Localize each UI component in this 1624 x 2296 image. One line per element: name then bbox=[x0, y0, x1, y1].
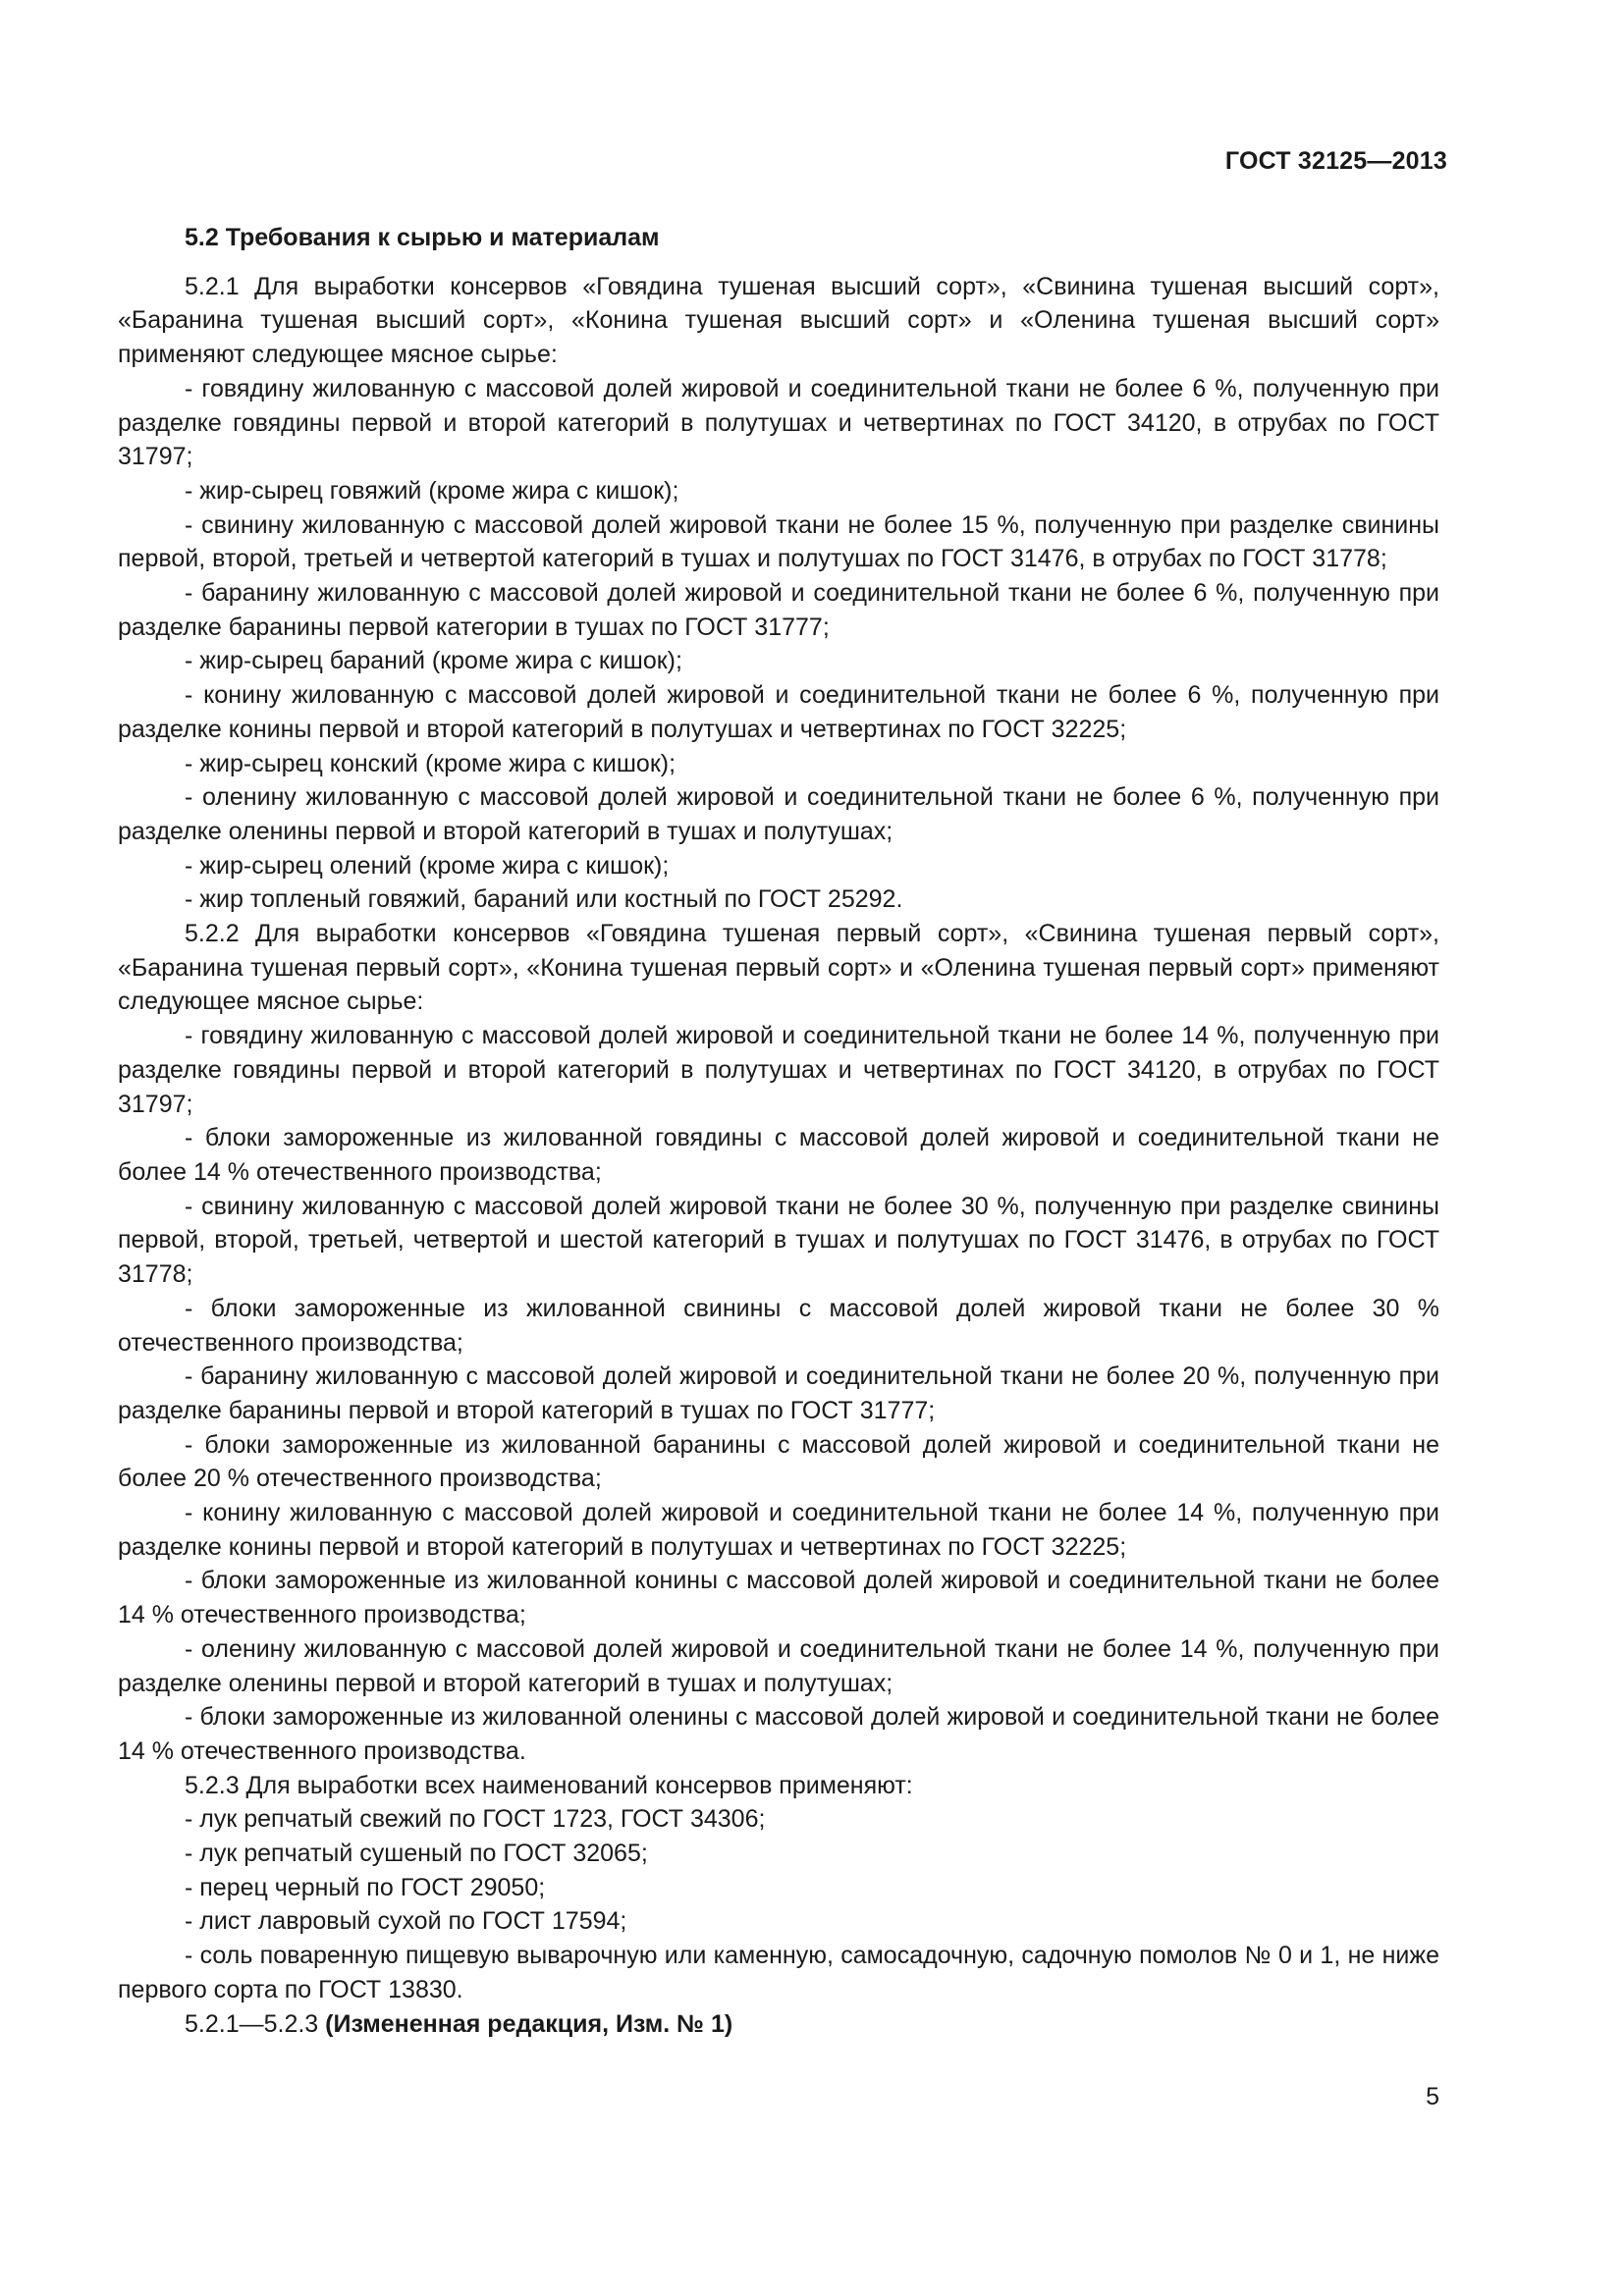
list-item: - свинину жилованную с массовой долей жировой ткани не более 15 %, полученную при разделке свинины первой, второй, третьей и четвертой категорий в тушах и полутушах по ГОСТ 31476, в отрубах по ГОСТ 31778; bbox=[118, 510, 1439, 573]
list-item: - лист лавровый сухой по ГОСТ 17594; bbox=[185, 1907, 627, 1936]
list-item: - жир-сырец конский (кроме жира с кишок); bbox=[185, 749, 677, 777]
list-item: - баранину жилованную с массовой долей жировой и соединительной ткани не более 6 %, полученную при разделке баранины первой категории в тушах по ГОСТ 31777; bbox=[118, 579, 1439, 641]
list-item: - оленину жилованную с массовой долей жировой и соединительной ткани не более 14 %, полученную при разделке оленины первой и второй категорий в тушах и полутушах; bbox=[118, 1634, 1439, 1697]
list-item: - свинину жилованную с массовой долей жировой ткани не более 30 %, полученную при разделке свинины первой, второй, третьей, четвертой и шестой категорий в тушах и полутушах по ГОСТ 31476, в отрубах по ГОСТ 31778; bbox=[118, 1192, 1439, 1289]
list-item: - жир-сырец бараний (кроме жира с кишок); bbox=[185, 647, 682, 675]
list-item: - лук репчатый сушеный по ГОСТ 32065; bbox=[185, 1840, 648, 1868]
amendment-text: (Измененная редакция, Изм. № 1) bbox=[325, 2009, 733, 2038]
list-item: - блоки замороженные из жилованной оленины с массовой долей жировой и соединительной ткани не более 14 % отечественного производства. bbox=[118, 1703, 1439, 1765]
list-item: - перец черный по ГОСТ 29050; bbox=[185, 1873, 546, 1901]
document-body bbox=[118, 221, 1439, 2041]
list-item: - оленину жилованную с массовой долей жировой и соединительной ткани не более 6 %, полученную при разделке оленины первой и второй категорий в тушах и полутушах; bbox=[118, 783, 1439, 845]
paragraph-5-2-3: 5.2.3 Для выработки всех наименований консервов применяют: bbox=[185, 1771, 913, 1799]
list-item: - соль поваренную пищевую выварочную или каменную, самосадочную, садочную помолов № 0 и 1, не ниже первого сорта по ГОСТ 13830. bbox=[118, 1942, 1439, 2003]
section-title: 5.2 Требования к сырью и материалам bbox=[185, 224, 660, 251]
list-item: - говядину жилованную с массовой долей жировой и соединительной ткани не более 14 %, полученную при разделке говядины первой и второй категорий в полутушах и четвертинах по ГОСТ 34120, в отрубах по ГОСТ 31797; bbox=[118, 1022, 1439, 1118]
paragraph-5-2-1: 5.2.1 Для выработки консервов «Говядина тушеная высший сорт», «Свинина тушеная высший сорт», «Баранина тушеная высший сорт», «Конина тушеная высший сорт» и «Оленина тушеная высший сорт» применяют следующее мясное сырье: bbox=[118, 272, 1439, 369]
document-code-header: ГОСТ 32125—2013 bbox=[1224, 147, 1447, 175]
list-item: - жир-сырец говяжий (кроме жира с кишок); bbox=[185, 476, 679, 505]
list-item: - блоки замороженные из жилованной говядины с массовой долей жировой и соединительной ткани не более 14 % отечественного производства; bbox=[118, 1124, 1439, 1186]
list-item: - блоки замороженные из жилованной свинины с массовой долей жировой ткани не более 30 % отечественного производства; bbox=[118, 1294, 1439, 1357]
amendment-note bbox=[118, 2007, 1439, 2042]
list-item: - блоки замороженные из жилованной конины с массовой долей жировой и соединительной ткани не более 14 % отечественного производства; bbox=[118, 1567, 1439, 1629]
amendment-ref: 5.2.1—5.2.3 bbox=[185, 2009, 319, 2038]
paragraph-5-2-2: 5.2.2 Для выработки консервов «Говядина тушеная первый сорт», «Свинина тушеная первый сорт», «Баранина тушеная первый сорт», «Конина тушеная первый сорт» и «Оленина тушеная первый сорт» применяют следующее мясное сырье: bbox=[118, 920, 1439, 1016]
page-number: 5 bbox=[1426, 2083, 1439, 2110]
list-item: - конину жилованную с массовой долей жировой и соединительной ткани не более 14 %, полученную при разделке конины первой и второй категорий в полутушах и четвертинах по ГОСТ 32225; bbox=[118, 1499, 1439, 1561]
list-item: - блоки замороженные из жилованной баранины с массовой долей жировой и соединительной ткани не более 20 % отечественного производства; bbox=[118, 1430, 1439, 1493]
list-item: - баранину жилованную с массовой долей жировой и соединительной ткани не более 20 %, полученную при разделке баранины первой и второй категорий в тушах по ГОСТ 31777; bbox=[118, 1362, 1439, 1424]
list-item: - жир-сырец олений (кроме жира с кишок); bbox=[185, 851, 670, 880]
list-item: - жир топленый говяжий, бараний или костный по ГОСТ 25292. bbox=[185, 885, 903, 914]
list-item: - конину жилованную с массовой долей жировой и соединительной ткани не более 6 %, полученную при разделке конины первой и второй категорий в полутушах и четвертинах по ГОСТ 32225; bbox=[118, 681, 1439, 743]
list-item: - лук репчатый свежий по ГОСТ 1723, ГОСТ 34306; bbox=[185, 1805, 766, 1834]
list-item: - говядину жилованную с массовой долей жировой и соединительной ткани не более 6 %, полученную при разделке говядины первой и второй категорий в полутушах и четвертинах по ГОСТ 34120, в отрубах по ГОСТ 31797; bbox=[118, 374, 1439, 471]
